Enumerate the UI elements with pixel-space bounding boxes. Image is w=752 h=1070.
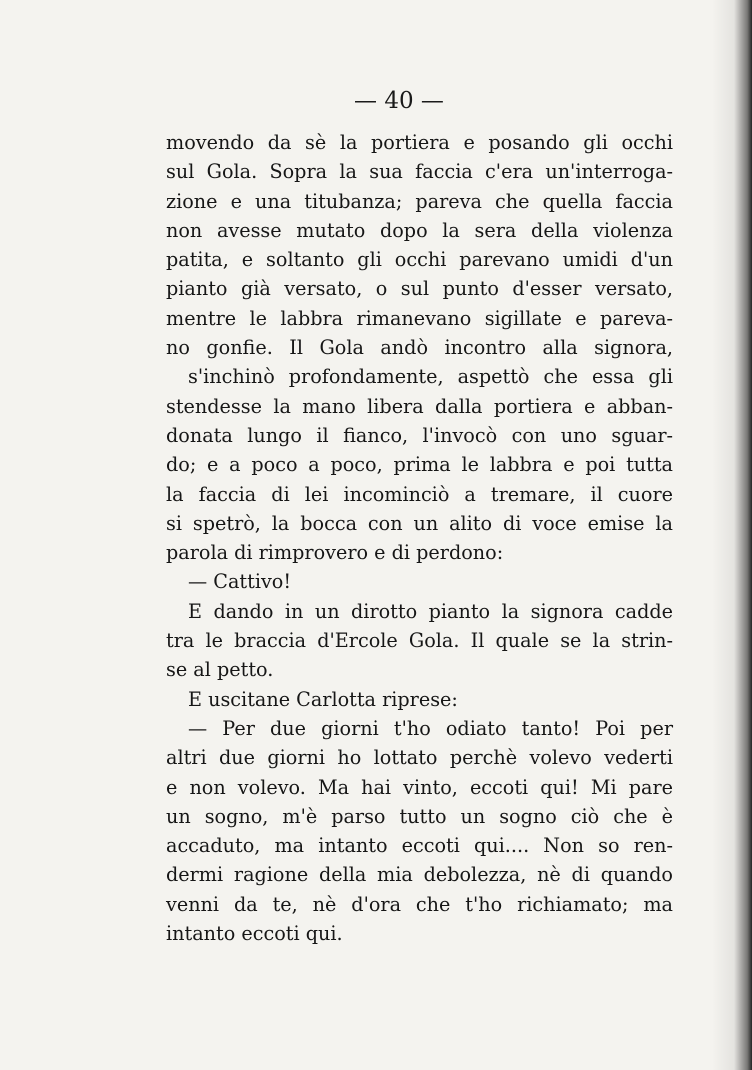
text-line: patita, e soltanto gli occhi parevano umidi d'un: [166, 248, 673, 272]
text-line: la faccia di lei incominciò a tremare, il cuore: [166, 482, 673, 506]
text-line: — Cattivo!: [188, 570, 292, 594]
text-line: donata lungo il fianco, l'invocò con uno sguar-: [166, 423, 673, 447]
text-line: intanto eccoti qui.: [166, 922, 343, 946]
text-line: non avesse mutato dopo la sera della violenza: [166, 218, 673, 242]
text-line: e non volevo. Ma hai vinto, eccoti qui! Mi pare: [166, 775, 673, 799]
text-line: E dando in un dirotto pianto la signora cadde: [188, 599, 673, 623]
text-line: altri due giorni ho lottato perchè volevo vederti: [166, 746, 673, 770]
text-line: movendo da sè la portiera e posando gli occhi: [166, 131, 673, 154]
text-line: s'inchinò profondamente, aspettò che essa gli: [188, 365, 673, 389]
text-line: — Per due giorni t'ho odiato tanto! Poi per: [188, 716, 673, 740]
text-line: pianto già versato, o sul punto d'esser versato,: [166, 277, 673, 301]
text-line: accaduto, ma intanto eccoti qui.... Non so ren-: [166, 834, 673, 858]
text-line: venni da te, nè d'ora che t'ho richiamato; ma: [166, 892, 673, 916]
page-edge-shadow: [712, 0, 752, 1070]
text-line: do; e a poco a poco, prima le labbra e poi tutta: [166, 453, 673, 477]
body-text: [166, 128, 673, 948]
text-line: parola di rimprovero e di perdono:: [166, 541, 504, 565]
text-line: dermi ragione della mia debolezza, nè di quando: [166, 863, 673, 887]
text-line: zione e una titubanza; pareva che quella faccia: [166, 189, 673, 213]
text-line: no gonfie. Il Gola andò incontro alla signora,: [166, 336, 673, 360]
text-line: tra le braccia d'Ercole Gola. Il quale se la strin-: [166, 629, 673, 653]
text-line: stendesse la mano libera dalla portiera e abban-: [166, 394, 673, 418]
page-number: — 40 —: [354, 88, 444, 114]
text-line: un sogno, m'è parso tutto un sogno ciò che è: [166, 804, 673, 828]
text-line: mentre le labbra rimanevano sigillate e pareva-: [166, 306, 673, 330]
text-line: E uscitane Carlotta riprese:: [188, 687, 458, 711]
text-line: sul Gola. Sopra la sua faccia c'era un'interroga-: [166, 160, 673, 184]
text-line: si spetrò, la bocca con un alito di voce emise la: [166, 511, 673, 535]
text-line: se al petto.: [166, 658, 274, 682]
